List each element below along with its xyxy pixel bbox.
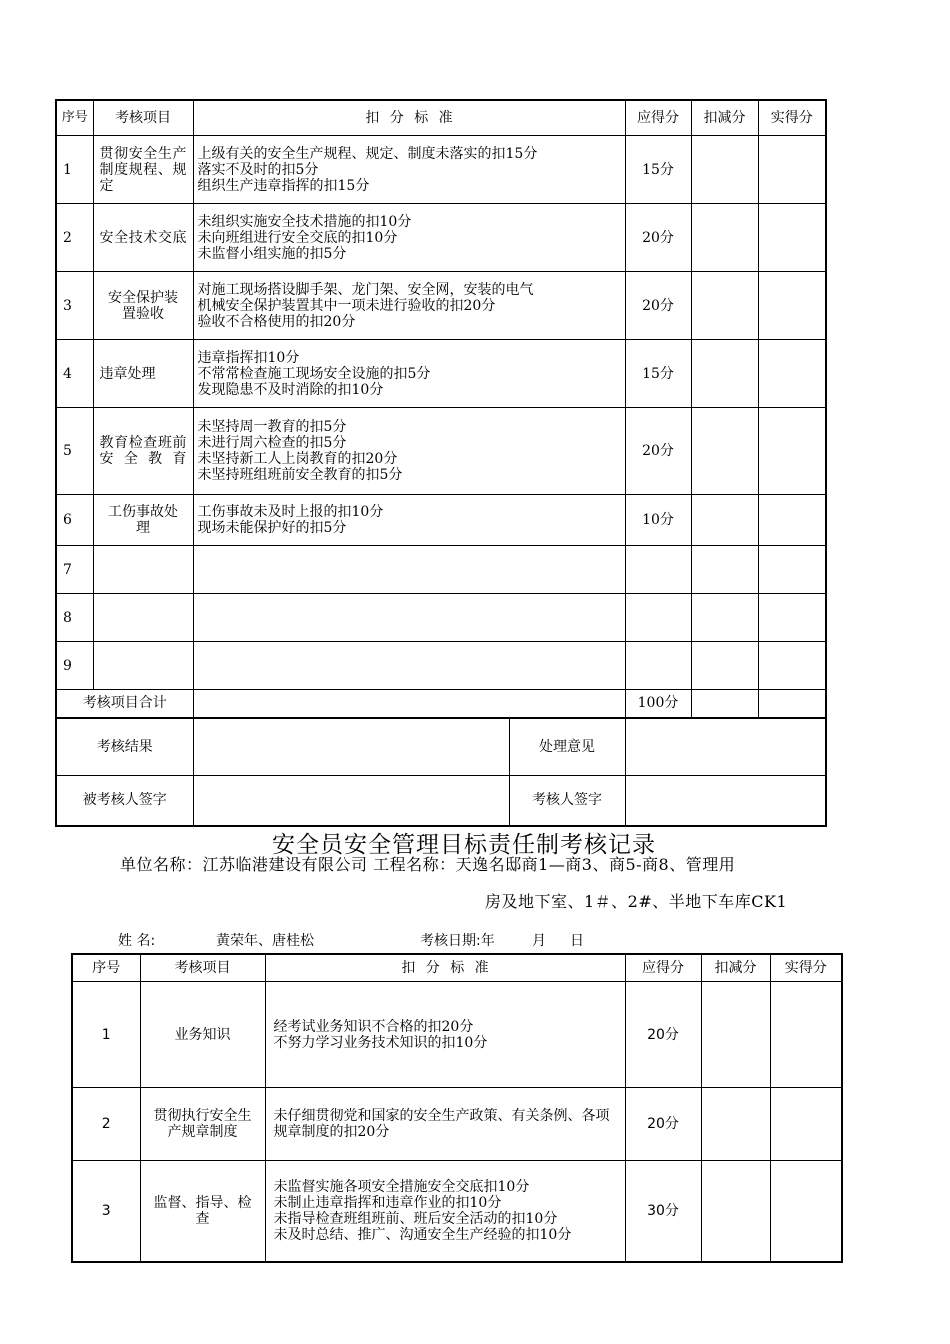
row-deduct-score[interactable] (691, 272, 758, 340)
row-number: 8 (56, 594, 93, 642)
table-row (72, 1088, 842, 1161)
month-label: 月 (532, 933, 546, 949)
standard-line: 未坚持班组班前安全教育的扣5分 (197, 467, 403, 483)
standard-line: 工伤事故未及时上报的扣10分 (197, 504, 384, 520)
row-deduct-score[interactable] (701, 982, 770, 1088)
table-row (56, 408, 826, 495)
total-label: 考核项目合计 (56, 690, 193, 718)
row-standards (265, 1088, 625, 1161)
row-item: 安全保护装置验收 (93, 272, 193, 340)
row-item: 违章处理 (93, 340, 193, 408)
standard-line: 违章指挥扣10分 (197, 349, 300, 366)
opinion-label: 处理意见 (509, 719, 625, 776)
row-deduct-score[interactable] (691, 408, 758, 495)
total-deduct[interactable] (691, 690, 758, 718)
table-row (56, 340, 826, 408)
row-number: 2 (56, 204, 93, 272)
standard-line: 未坚持新工人上岗教育的扣20分 (197, 451, 398, 467)
table1-header-row (56, 100, 826, 136)
row-item: 业务知识 (140, 982, 265, 1088)
name-value: 黄荣年、唐桂松 (216, 933, 314, 949)
table-row (72, 1161, 842, 1262)
header-deduct-score: 扣减分 (701, 954, 770, 982)
row-standards[interactable] (193, 594, 625, 642)
row-standards (193, 204, 625, 272)
header-item: 考核项目 (140, 954, 265, 982)
assessment-table-1 (55, 99, 827, 719)
table2-header-row (72, 954, 842, 982)
standard-line: 未坚持周一教育的扣5分 (197, 419, 347, 435)
header-standard: 扣 分 标 准 (265, 954, 625, 982)
row-standards (265, 982, 625, 1088)
assessment-table-2 (71, 953, 843, 1263)
row-item: 监督、指导、检查 (140, 1161, 265, 1262)
total-score: 100分 (625, 690, 691, 718)
row-number: 6 (56, 495, 93, 546)
standard-line: 落实不及时的扣5分 (197, 161, 319, 178)
standard-line: 未组织实施安全技术措施的扣10分 (197, 213, 412, 230)
standard-line: 未进行周六检查的扣5分 (197, 435, 347, 451)
row-due-score: 20分 (625, 1088, 701, 1161)
row-due-score: 20分 (625, 408, 691, 495)
examiner-sign-label: 考核人签字 (509, 776, 625, 826)
row-number: 3 (72, 1161, 140, 1262)
unit-line: 单位名称：江苏临港建设有限公司 工程名称：天逸名邸商1—商3、商5-商8、管理用 (120, 855, 736, 874)
row-deduct-score[interactable] (701, 1088, 770, 1161)
row-number: 2 (72, 1088, 140, 1161)
unit-line-continued: 房及地下室、1＃、2#、半地下车库CK1 (485, 892, 788, 911)
row-actual-score[interactable] (758, 340, 826, 408)
standard-line: 上级有关的安全生产规程、规定、制度未落实的扣15分 (197, 145, 538, 162)
row-standards[interactable] (193, 546, 625, 594)
standard-line: 验收不合格使用的扣20分 (197, 313, 356, 330)
date-label: 考核日期:年 (420, 933, 495, 949)
standard-line: 未及时总结、推广、沟通安全生产经验的扣10分 (273, 1226, 572, 1243)
row-due-score[interactable] (625, 546, 691, 594)
result-label: 考核结果 (56, 719, 193, 776)
table-row (56, 495, 826, 546)
header-deduct-score: 扣减分 (691, 100, 758, 136)
header-due-score: 应得分 (625, 954, 701, 982)
total-actual[interactable] (758, 690, 826, 718)
header-actual-score: 实得分 (770, 954, 842, 982)
standard-line: 不常常检查施工现场安全设施的扣5分 (197, 365, 431, 382)
row-deduct-score[interactable] (691, 594, 758, 642)
row-item: 贯彻安全生产制度规程、规定 (93, 136, 193, 204)
row-actual-score[interactable] (758, 642, 826, 690)
header-seq: 序号 (56, 100, 93, 136)
standard-line: 未指导检查班组班前、班后安全活动的扣10分 (273, 1210, 558, 1227)
examiner-sign-field[interactable] (625, 776, 826, 826)
header-due-score: 应得分 (625, 100, 691, 136)
row-deduct-score[interactable] (691, 204, 758, 272)
name-label: 姓 名: (118, 933, 156, 949)
row-actual-score[interactable] (758, 272, 826, 340)
row-standards[interactable] (193, 642, 625, 690)
row-number: 3 (56, 272, 93, 340)
row-item: 贯彻执行安全生产规章制度 (140, 1088, 265, 1161)
row-item[interactable] (93, 642, 193, 690)
row-actual-score[interactable] (770, 982, 842, 1088)
day-label: 日 (570, 933, 584, 949)
row-actual-score[interactable] (758, 594, 826, 642)
row-actual-score[interactable] (758, 204, 826, 272)
row-item[interactable] (93, 594, 193, 642)
table-row (56, 136, 826, 204)
table-row (56, 594, 826, 642)
standard-line: 对施工现场搭设脚手架、龙门架、安全网，安装的电气 (197, 281, 534, 298)
table-row (56, 642, 826, 690)
standard-line: 未向班组进行安全交底的扣10分 (197, 229, 398, 246)
standard-line: 未监督小组实施的扣5分 (197, 245, 347, 262)
row-due-score: 30分 (625, 1161, 701, 1262)
standard-line: 组织生产违章指挥的扣15分 (197, 177, 370, 194)
row-due-score[interactable] (625, 594, 691, 642)
standard-line: 未监督实施各项安全措施安全交底扣10分 (273, 1178, 530, 1195)
row-deduct-score[interactable] (691, 136, 758, 204)
table-row (56, 272, 826, 340)
standard-line: 不努力学习业务技术知识的扣10分 (273, 1034, 488, 1051)
row-deduct-score[interactable] (691, 495, 758, 546)
row-number: 4 (56, 340, 93, 408)
record-title: 安全员安全管理目标责任制考核记录 (272, 832, 656, 858)
header-standard: 扣 分 标 准 (193, 100, 625, 136)
row-due-score: 20分 (625, 982, 701, 1088)
row-actual-score[interactable] (758, 495, 826, 546)
standard-line: 经考试业务知识不合格的扣20分 (273, 1018, 474, 1035)
row-due-score: 15分 (625, 136, 691, 204)
opinion-field[interactable] (625, 719, 826, 776)
row-number: 5 (56, 408, 93, 495)
row-deduct-score[interactable] (701, 1161, 770, 1262)
row-number: 1 (72, 982, 140, 1088)
standard-line: 未仔细贯彻党和国家的安全生产政策、有关条例、各项规章制度的扣20分 (273, 1108, 610, 1140)
row-due-score: 15分 (625, 340, 691, 408)
row-standards (265, 1161, 625, 1262)
row-standards (193, 495, 625, 546)
table-row (56, 546, 826, 594)
examinee-sign-field[interactable] (193, 776, 509, 826)
row-deduct-score[interactable] (691, 546, 758, 594)
row-actual-score[interactable] (770, 1088, 842, 1161)
header-seq: 序号 (72, 954, 140, 982)
row-actual-score[interactable] (758, 546, 826, 594)
row-actual-score[interactable] (758, 408, 826, 495)
row-actual-score[interactable] (758, 136, 826, 204)
row-standards (193, 272, 625, 340)
row-standards (193, 408, 625, 495)
row-number: 1 (56, 136, 93, 204)
row-item: 安全技术交底 (93, 204, 193, 272)
standard-line: 发现隐患不及时消除的扣10分 (197, 381, 384, 398)
row-deduct-score[interactable] (691, 340, 758, 408)
row-number: 9 (56, 642, 93, 690)
row-number: 7 (56, 546, 93, 594)
total-blank (193, 690, 625, 718)
row-deduct-score[interactable] (691, 642, 758, 690)
total-row (56, 690, 826, 718)
row-item: 教育检查班前安全教育 (93, 408, 193, 495)
row-standards (193, 340, 625, 408)
standard-line: 机械安全保护装置其中一项未进行验收的扣20分 (197, 297, 496, 314)
row-due-score: 20分 (625, 272, 691, 340)
standard-line: 未制止违章指挥和违章作业的扣10分 (273, 1194, 502, 1211)
row-item: 工伤事故处理 (93, 495, 193, 546)
signature-block (55, 718, 827, 827)
examinee-sign-label: 被考核人签字 (56, 776, 193, 826)
row-actual-score[interactable] (770, 1161, 842, 1262)
row-due-score: 20分 (625, 204, 691, 272)
header-actual-score: 实得分 (758, 100, 826, 136)
header-item: 考核项目 (93, 100, 193, 136)
standard-line: 现场未能保护好的扣5分 (197, 520, 347, 536)
row-due-score[interactable] (625, 642, 691, 690)
row-due-score: 10分 (625, 495, 691, 546)
table-row (56, 204, 826, 272)
row-standards (193, 136, 625, 204)
row-item[interactable] (93, 546, 193, 594)
result-field[interactable] (193, 719, 509, 776)
table-row (72, 982, 842, 1088)
